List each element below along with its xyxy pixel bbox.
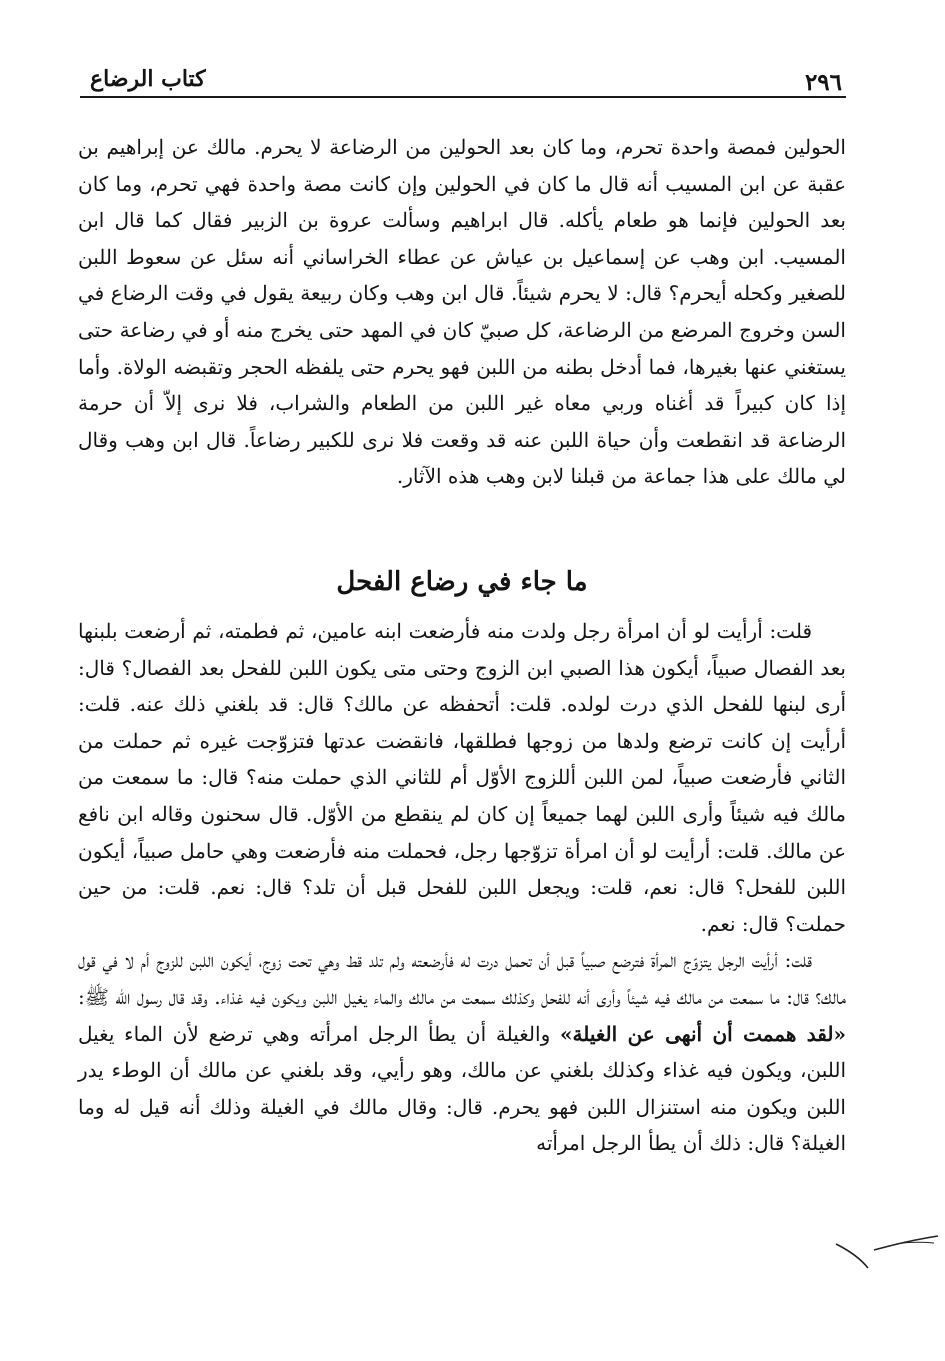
section-heading: ما جاء في رضاع الفحل (336, 567, 588, 597)
running-title: كتاب الرضاع (90, 66, 206, 92)
section-paragraph-2 (78, 942, 846, 1162)
page-number: ٢٩٦ (804, 69, 842, 96)
page-header (80, 62, 846, 98)
opening-paragraph: الحولين فمصة واحدة تحرم، وما كان بعد الحولين من الرضاعة لا يحرم. مالك عن إبراهيم بن عقبة عن ابن المسيب أنه قال ما كان في الحولين وإن كانت مصة واحدة فهي تحرم، وما كان بعد الحولين فإنما هو طعام يأكله. قال ابراهيم وسألت عروة بن الزبير فقال كما قال ابن المسيب. ابن وهب عن إسماعيل بن عياش عن عطاء الخراساني أنه سئل عن سعوط اللبن للصغير وكحله أيحرم؟ قال: لا يحرم شيئاً. قال ابن وهب وكان ربيعة يقول في وقت الرضاع في السن وخروج المرضع من الرضاعة، كل صبيّ كان في المهد حتى يخرج منه أو في رضاعة حتى يستغني عنها بغيرها، فما أدخل بطنه من اللبن فهو يحرم حتى يلفظه الحجر وتقبضه الولاة. وأما إذا كان كبيراً قد أغناه وربي معاه غير اللبن من الطعام والشراب، فلا نرى إلاّ أن حرمة الرضاعة قد انقطعت وأن حياة اللبن عنه قد وقعت فلا نرى للكبير رضاعاً. قال ابن وهب وقال لي مالك على هذا جماعة من قبلنا لابن وهب هذه الآثار. (78, 135, 846, 489)
section-paragraph-1: قلت: أرأيت لو أن امرأة رجل ولدت منه فأرضعت ابنه عامين، ثم فطمته، ثم أرضعت بلبنها بعد الفصال صبياً، أيكون هذا الصبي ابن الزوج وحتى متى يكون اللبن للفحل بعد الفصال؟ قال: أرى لبنها للفحل الذي درت لولده. قلت: أتحفظه عن مالك؟ قال: قد بلغني ذلك عنه. قلت: أرأيت إن كانت ترضع ولدها من زوجها فطلقها، فانقضت عدتها فتزوّجت غيره ثم حملت من الثاني فأرضعت صبياً، لمن اللبن أللزوج الأوّل أم للثاني الذي حملت منه؟ قال: ما سمعت من مالك فيه شيئاً وأرى اللبن لهما جميعاً إن كان لم ينقطع من الأوّل. قال سحنون وقاله ابن نافع عن مالك. قلت: أرأيت لو أن امرأة تزوّجها رجل، فحملت منه فأرضعت وهي حامل صبياً، أيكون اللبن للفحل؟ قال: نعم، قلت: ويجعل اللبن للفحل قبل أن تلد؟ قال: نعم. قلت: من حين حملت؟ قال: نعم. (78, 619, 847, 936)
section-text-block (78, 613, 846, 1162)
handwritten-margin-mark-icon (834, 1228, 944, 1278)
paragraph-2-intro: قلت: أرأيت الرجل يتزوّج المرأة فترضع صبياً قبل أن تحمل درت له فأرضعته ولم تلد قط وهي تحت زوج، أيكون اللبن للزوج أم لا في قول مالك؟ قال: ما سمعت من مالك فيه شيئاً وأرى أنه للفحل وكذلك سمعت من مالك والماء يغيل اللبن ويكون فيه غذاء. وقد قال رسول الله ﷺ: (78, 948, 846, 1009)
opening-text-block (78, 129, 846, 495)
paragraph-2-rest: والغيلة أن يطأ الرجل امرأته وهي ترضع لأن الماء يغيل اللبن، ويكون فيه غذاء وكذلك بلغني عن مالك، وهو رأيي، وقد بلغني عن مالك أن الوطء يدر اللبن ويكون منه استنزال اللبن فهو يحرم. قال: وقال مالك في الغيلة وذلك أنه قيل له وما الغيلة؟ قال: ذلك أن يطأ الرجل امرأته (78, 1021, 846, 1156)
hadith-quote: «لقد هممت أن أنهى عن الغيلة» (560, 1021, 847, 1046)
